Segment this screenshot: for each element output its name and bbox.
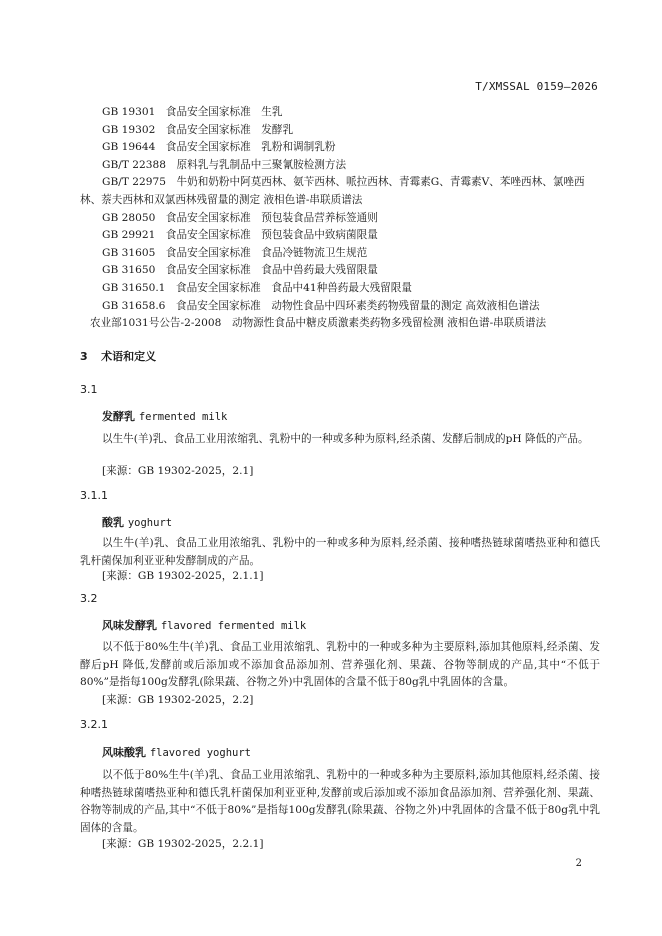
term-title (102, 514, 172, 530)
term-definition: 以不低于80%生牛(羊)乳、食品工业用浓缩乳、乳粉中的一种或多种为主要原料,添加其他原料,经杀菌、发酵后pH 降低,发酵前或后添加或不添加食品添加剂、营养强化剂、果蔬、谷物等制成的产品,其中“不低于80%”是指每100g发酵乳(除果蔬、谷物之外)中乳固体的含量不低于80g乳中乳固体的含量。 (80, 641, 600, 689)
reference-item: GB 19301 食品安全国家标准 生乳 (102, 106, 283, 118)
term-en: yoghurt (127, 517, 173, 529)
reference-item: GB/T 22388 原料乳与乳制品中三聚氰胺检测方法 (102, 158, 347, 171)
term-source: [来源：GB 19302-2025，2.2.1] (102, 838, 264, 850)
term-number: 3.2 (80, 592, 98, 605)
reference-item: GB/T 22975 牛奶和奶粉中阿莫西林、氨苄西林、哌拉西林、青霉素G、青霉素V、苯唑西林、氯唑西林、萘夫西林和双氯西林残留量的测定 液相色谱-串联质谱法 (80, 176, 585, 206)
reference-item: GB 31658.6 食品安全国家标准 动物性食品中四环素类药物残留量的测定 高效液相色谱法 (102, 299, 540, 312)
reference-item: 农业部1031号公告-2-2008 动物源性食品中糖皮质激素类药物多残留检测 液相色谱-串联质谱法 (90, 317, 547, 330)
normative-references-list (80, 104, 600, 333)
reference-item: GB 31605 食品安全国家标准 食品冷链物流卫生规范 (102, 246, 368, 259)
term-source: [来源：GB 19302-2025，2.1] (102, 465, 254, 477)
document-id: T/XMSSAL 0159—2026 (475, 80, 598, 93)
term-number: 3.2.1 (80, 718, 108, 731)
term-en: flavored fermented milk (160, 620, 307, 632)
term-title (102, 617, 306, 633)
section-heading (80, 348, 156, 364)
term-title (102, 408, 227, 424)
term-definition: 以不低于80%生牛(羊)乳、食品工业用浓缩乳、乳粉中的一种或多种为主要原料,添加其他原料,经杀菌、接种嗜热链球菌嗜热亚种和德氏乳杆菌保加利亚亚种,发酵前或后添加或不添加食品添加剂、营养强化剂、果蔬、谷物等制成的产品,其中“不低于80%”是指每100g发酵乳(除果蔬、谷物之外)中乳固体的含量不低于80g乳中乳固体的含量。 (80, 769, 600, 834)
term-zh: 发酵乳 (102, 410, 135, 423)
reference-item: GB 31650 食品安全国家标准 食品中兽药最大残留限量 (102, 264, 378, 277)
section-number: 3 (80, 350, 88, 363)
term-definition: 以生牛(羊)乳、食品工业用浓缩乳、乳粉中的一种或多种为原料,经杀菌、发酵后制成的pH 降低的产品。 (102, 433, 589, 445)
term-en: fermented milk (138, 411, 228, 423)
reference-item: GB 29921 食品安全国家标准 预包装食品中致病菌限量 (102, 229, 378, 242)
term-zh: 风味发酵乳 (102, 619, 157, 632)
term-number: 3.1.1 (80, 489, 108, 502)
reference-item: GB 31650.1 食品安全国家标准 食品中41种兽药最大残留限量 (102, 281, 412, 294)
term-source: [来源：GB 19302-2025，2.1.1] (102, 570, 264, 582)
reference-item: GB 19644 食品安全国家标准 乳粉和调制乳粉 (102, 141, 336, 154)
term-zh: 风味酸乳 (102, 746, 146, 759)
term-definition: 以生牛(羊)乳、食品工业用浓缩乳、乳粉中的一种或多种为原料,经杀菌、接种嗜热链球菌嗜热亚种和德氏乳杆菌保加利亚亚种发酵制成的产品。 (80, 537, 600, 567)
term-number: 3.1 (80, 383, 98, 396)
term-zh: 酸乳 (102, 516, 124, 529)
term-source: [来源：GB 19302-2025，2.2] (102, 694, 254, 706)
term-en: flavored yoghurt (149, 747, 251, 759)
term-title (102, 744, 251, 760)
reference-item: GB 28050 食品安全国家标准 预包装食品营养标签通则 (102, 211, 378, 224)
page-number: 2 (575, 858, 582, 869)
reference-item: GB 19302 食品安全国家标准 发酵乳 (102, 123, 294, 136)
section-title: 术语和定义 (101, 350, 157, 363)
